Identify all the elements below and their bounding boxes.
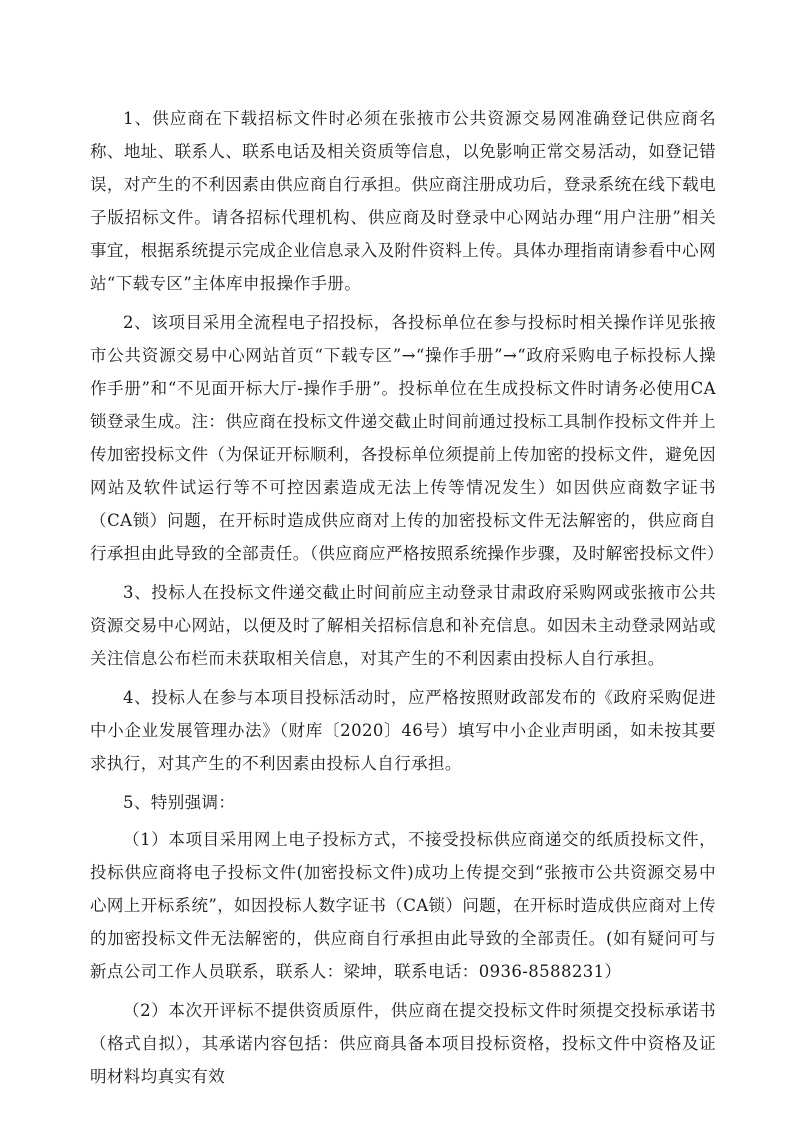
document-body xyxy=(90,102,724,1099)
paragraph-5-heading: 5、特别强调： xyxy=(123,793,236,812)
paragraph-5-item-2: （2）本次开评标不提供资质原件，供应商在提交投标文件时须提交投标承诺书（格式自拟），其承诺内容包括：供应商具备本项目投标资格，投标文件中资格及证明材料均真实有效 xyxy=(90,1001,716,1086)
paragraph-2: 2、该项目采用全流程电子招投标，各投标单位在参与投标时相关操作详见张掖市公共资源交易中心网站首页“下载专区”→“操作手册”→“政府采购电子标投标人操作手册”和“不见面开标大厅-操作手册”。投标单位在生成投标文件时请务必使用CA锁登录生成。注：供应商在投标文件递交截止时间前通过投标工具制作投标文件并上传加密投标文件（为保证开标顺利，各投标单位须提前上传加密的投标文件，避免因网站及软件试运行等不可控因素造成无法上传等情况发生）如因供应商数字证书（CA锁）问题，在开标时造成供应商对上传的加密投标文件无法解密的，供应商自行承担由此导致的全部责任。（供应商应严格按照系统操作步骤，及时解密投标文件） xyxy=(90,313,724,563)
paragraph-3: 3、投标人在投标文件递交截止时间前应主动登录甘肃政府采购网或张掖市公共资源交易中心网站，以便及时了解相关招标信息和补充信息。如因未主动登录网站或关注信息公布栏而未获取相关信息，对其产生的不利因素由投标人自行承担。 xyxy=(90,583,716,668)
paragraph-5-item-1: （1）本项目采用网上电子投标方式，不接受投标供应商递交的纸质投标文件，投标供应商将电子投标文件(加密投标文件)成功上传提交到“张掖市公共资源交易中心网上开标系统”，如因投标人数字证书（CA锁）问题，在开标时造成供应商对上传的加密投标文件无法解密的，供应商自行承担由此导致的全部责任。(如有疑问可与新点公司工作人员联系，联系人：梁坤，联系电话：0936-8588231） xyxy=(90,830,716,981)
paragraph-1: 1、供应商在下载招标文件时必须在张掖市公共资源交易网准确登记供应商名称、地址、联系人、联系电话及相关资质等信息，以免影响正常交易活动，如登记错误，对产生的不利因素由供应商自行承担。供应商注册成功后，登录系统在线下载电子版招标文件。请各招标代理机构、供应商及时登录中心网站办理“用户注册”相关事宜，根据系统提示完成企业信息录入及附件资料上传。具体办理指南请参看中心网站“下载专区”主体库申报操作手册。 xyxy=(90,109,716,293)
paragraph-4: 4、投标人在参与本项目投标活动时，应严格按照财政部发布的《政府采购促进中小企业发展管理办法》（财库〔2020〕46号）填写中小企业声明函，如未按其要求执行，对其产生的不利因素由投标人自行承担。 xyxy=(90,688,716,773)
